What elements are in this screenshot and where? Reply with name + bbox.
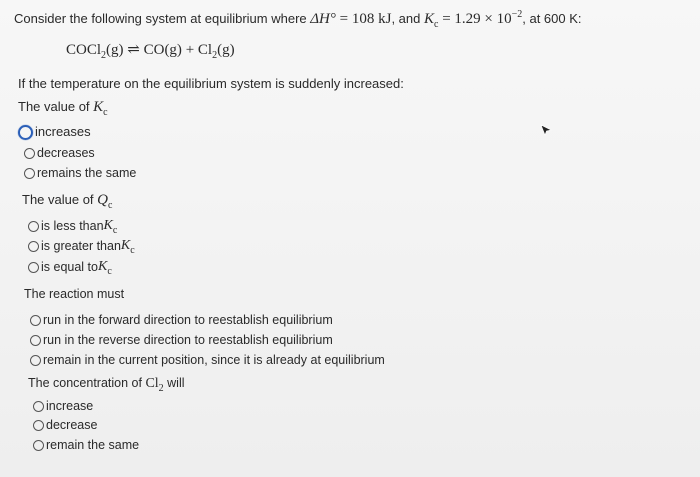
q2-option-greater[interactable] — [28, 238, 135, 254]
q2-subscript: c — [108, 200, 113, 211]
product-co: CO — [143, 42, 165, 58]
kc-symbol: K — [423, 11, 434, 27]
q2-option-label: is greater than — [41, 239, 121, 253]
intro-suffix: , at 600 K: — [522, 11, 582, 26]
q1-option-same[interactable] — [24, 165, 136, 181]
q2-option-symbol: K — [97, 259, 108, 274]
condition-text: If the temperature on the equilibrium system is suddenly increased: — [18, 76, 404, 91]
q1-option-label: increases — [35, 124, 91, 139]
q4-option-same[interactable] — [33, 437, 139, 453]
kc-exponent: −2 — [511, 9, 523, 20]
reaction-equation — [66, 41, 235, 59]
q4-radio-increase[interactable] — [33, 401, 44, 412]
q3-option-remain[interactable] — [30, 352, 385, 368]
q1-prompt — [18, 98, 108, 116]
product-cl2-subscript: 2 — [212, 50, 218, 61]
reactant-phase: (g) — [106, 42, 124, 58]
q2-option-subscript: c — [112, 224, 118, 236]
q2-option-less[interactable] — [28, 218, 117, 234]
equilibrium-arrow: ⇌ — [123, 42, 144, 58]
mouse-pointer-icon — [540, 124, 552, 136]
q4-option-increase[interactable] — [33, 398, 93, 414]
product-cl2: Cl — [197, 42, 213, 58]
q2-option-equal[interactable] — [28, 259, 112, 275]
intro-prefix: Consider the following system at equilibrium where — [14, 11, 311, 26]
q4-species-subscript: 2 — [158, 382, 164, 394]
reactant-subscript: 2 — [101, 50, 107, 61]
q4-prompt — [28, 374, 185, 393]
delta-h-math — [310, 11, 391, 27]
delta-h-symbol: ΔH° — [310, 11, 336, 27]
q2-prompt — [22, 191, 112, 209]
q2-option-label: is less than — [41, 219, 104, 233]
q1-option-decreases[interactable] — [24, 145, 95, 161]
q4-species: Cl — [145, 376, 159, 391]
intro-text — [14, 10, 582, 28]
q4-radio-same[interactable] — [33, 440, 44, 451]
q1-option-label: decreases — [37, 146, 95, 160]
kc-subscript: c — [433, 19, 439, 30]
q2-prompt-text: The value of — [22, 192, 98, 207]
q2-symbol: Q — [97, 192, 108, 208]
q3-prompt: The reaction must — [24, 287, 125, 301]
q2-radio-equal[interactable] — [28, 262, 39, 273]
q2-radio-less[interactable] — [28, 221, 39, 232]
intro-mid: , and — [391, 11, 424, 26]
q2-option-symbol: K — [103, 218, 113, 233]
q2-option-symbol: K — [120, 238, 131, 253]
q4-option-label: decrease — [46, 418, 98, 432]
q3-radio-forward[interactable] — [30, 315, 41, 326]
q1-radio-decreases[interactable] — [24, 148, 35, 159]
q2-option-subscript: c — [130, 244, 135, 256]
q1-option-increases[interactable] — [18, 124, 91, 140]
q4-option-decrease[interactable] — [33, 417, 97, 433]
q1-option-label: remains the same — [37, 166, 137, 180]
q4-option-label: remain the same — [46, 438, 140, 452]
kc-math — [423, 9, 523, 30]
q1-subscript: c — [103, 107, 108, 118]
q3-option-reverse[interactable] — [30, 332, 333, 348]
q3-option-label: run in the forward direction to reestablish equilibrium — [43, 313, 333, 327]
q4-prompt-text: The concentration of — [28, 376, 146, 390]
plus-sign: + — [181, 42, 198, 58]
q2-option-subscript: c — [107, 265, 112, 277]
q3-radio-remain[interactable] — [30, 355, 41, 366]
q1-radio-increases[interactable] — [18, 125, 33, 140]
q3-option-forward[interactable] — [30, 312, 333, 328]
q3-option-label: run in the reverse direction to reestablish equilibrium — [43, 333, 333, 347]
q2-option-label: is equal to — [41, 260, 98, 274]
q1-prompt-text: The value of — [18, 99, 94, 114]
q2-radio-greater[interactable] — [28, 241, 39, 252]
q1-radio-same[interactable] — [24, 168, 35, 179]
q1-symbol: K — [93, 99, 104, 115]
reactant: COCl — [66, 42, 102, 58]
q4-prompt-end: will — [163, 376, 185, 390]
kc-value: = 1.29 × 10 — [438, 11, 512, 27]
product-cl2-phase: (g) — [217, 42, 235, 58]
q4-radio-decrease[interactable] — [33, 420, 44, 431]
q3-option-label: remain in the current position, since it is already at equilibrium — [43, 353, 385, 367]
q3-radio-reverse[interactable] — [30, 335, 41, 346]
q4-option-label: increase — [46, 399, 94, 413]
delta-h-value: = 108 kJ — [335, 11, 392, 27]
product-co-phase: (g) — [164, 42, 182, 58]
